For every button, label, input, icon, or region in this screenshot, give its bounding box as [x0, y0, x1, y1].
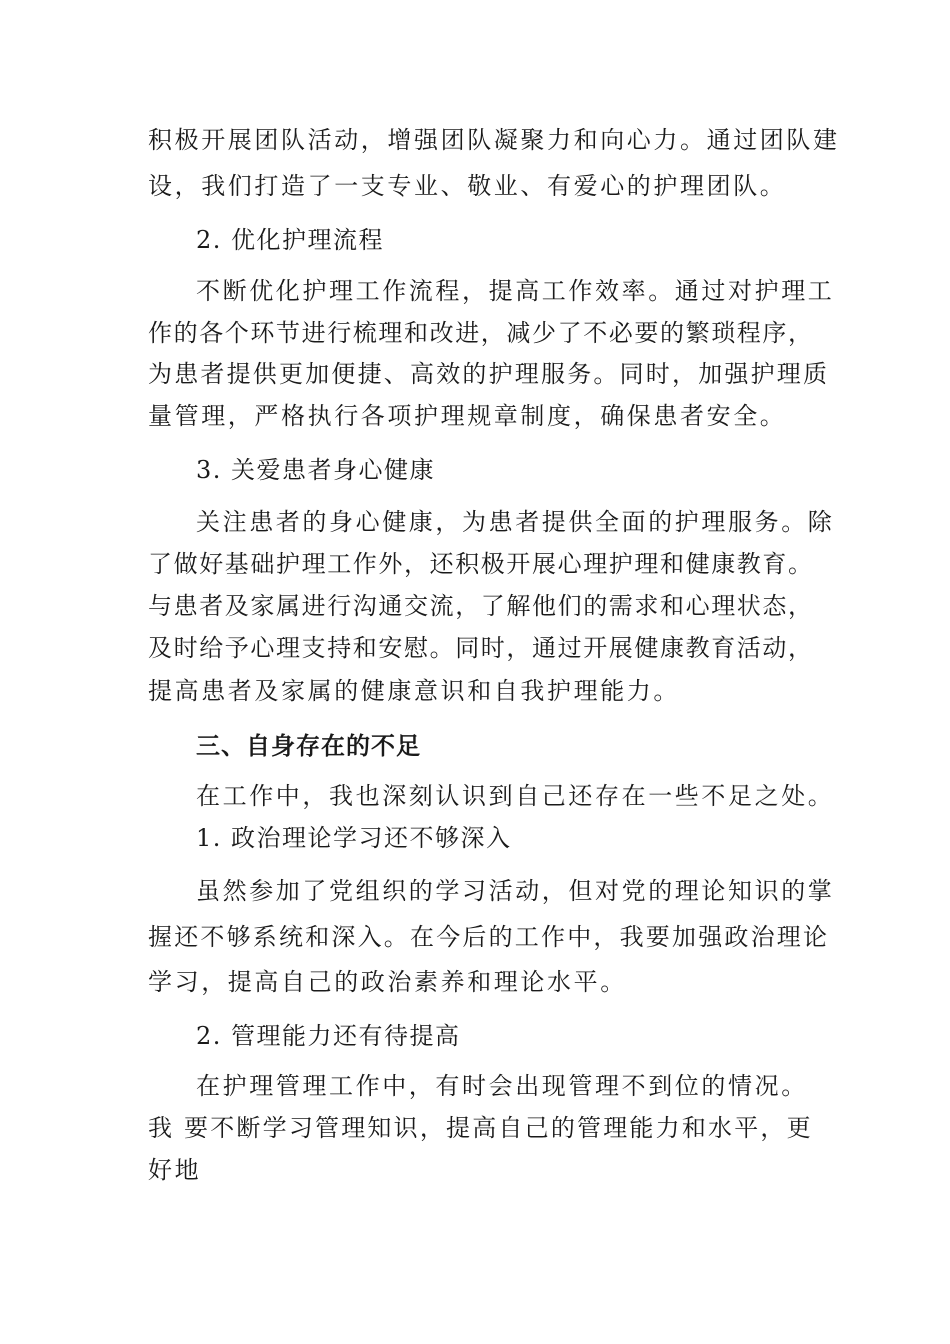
paragraph-line: 在工作中，我也深刻认识到自己还存在一些不足之处。	[196, 782, 835, 810]
paragraph-line: 了做好基础护理工作外，还积极开展心理护理和健康教育。	[148, 550, 814, 578]
paragraph-line: 与患者及家属进行沟通交流，了解他们的需求和心理状态，	[148, 592, 814, 620]
section-heading: 三、自身存在的不足	[196, 732, 421, 760]
paragraph-line: 在护理管理工作中，有时会出现管理不到位的情况。	[196, 1072, 808, 1100]
paragraph-line: 虽然参加了党组织的学习活动，但对党的理论知识的掌	[196, 877, 835, 905]
subsection-title: 2. 优化护理流程	[196, 226, 385, 254]
paragraph-line: 好地	[148, 1156, 202, 1184]
subsection-title: 1. 政治理论学习还不够深入	[196, 824, 512, 852]
paragraph-line: 关注患者的身心健康，为患者提供全面的护理服务。除	[196, 508, 835, 536]
paragraph-line: 设，我们打造了一支专业、敬业、有爱心的护理团队。	[148, 172, 787, 200]
paragraph-line: 提高患者及家属的健康意识和自我护理能力。	[148, 677, 680, 705]
paragraph-line: 作的各个环节进行梳理和改进，减少了不必要的繁琐程序，	[148, 319, 814, 347]
subsection-title: 2. 管理能力还有待提高	[196, 1022, 461, 1050]
subsection-title: 3. 关爱患者身心健康	[196, 456, 436, 484]
paragraph-line: 学习，提高自己的政治素养和理论水平。	[148, 968, 627, 996]
paragraph-line: 不断优化护理工作流程，提高工作效率。通过对护理工	[196, 277, 835, 305]
paragraph-line: 及时给予心理支持和安慰。同时，通过开展健康教育活动，	[148, 634, 814, 662]
paragraph-line: 我 要不断学习管理知识，提高自己的管理能力和水平，更	[148, 1114, 813, 1142]
paragraph-line: 为患者提供更加便捷、高效的护理服务。同时，加强护理质	[148, 360, 830, 388]
paragraph-line: 积极开展团队活动，增强团队凝聚力和向心力。通过团队建	[148, 126, 840, 154]
paragraph-line: 量管理，严格执行各项护理规章制度，确保患者安全。	[148, 402, 787, 430]
paragraph-line: 握还不够系统和深入。在今后的工作中，我要加强政治理论	[148, 923, 830, 951]
